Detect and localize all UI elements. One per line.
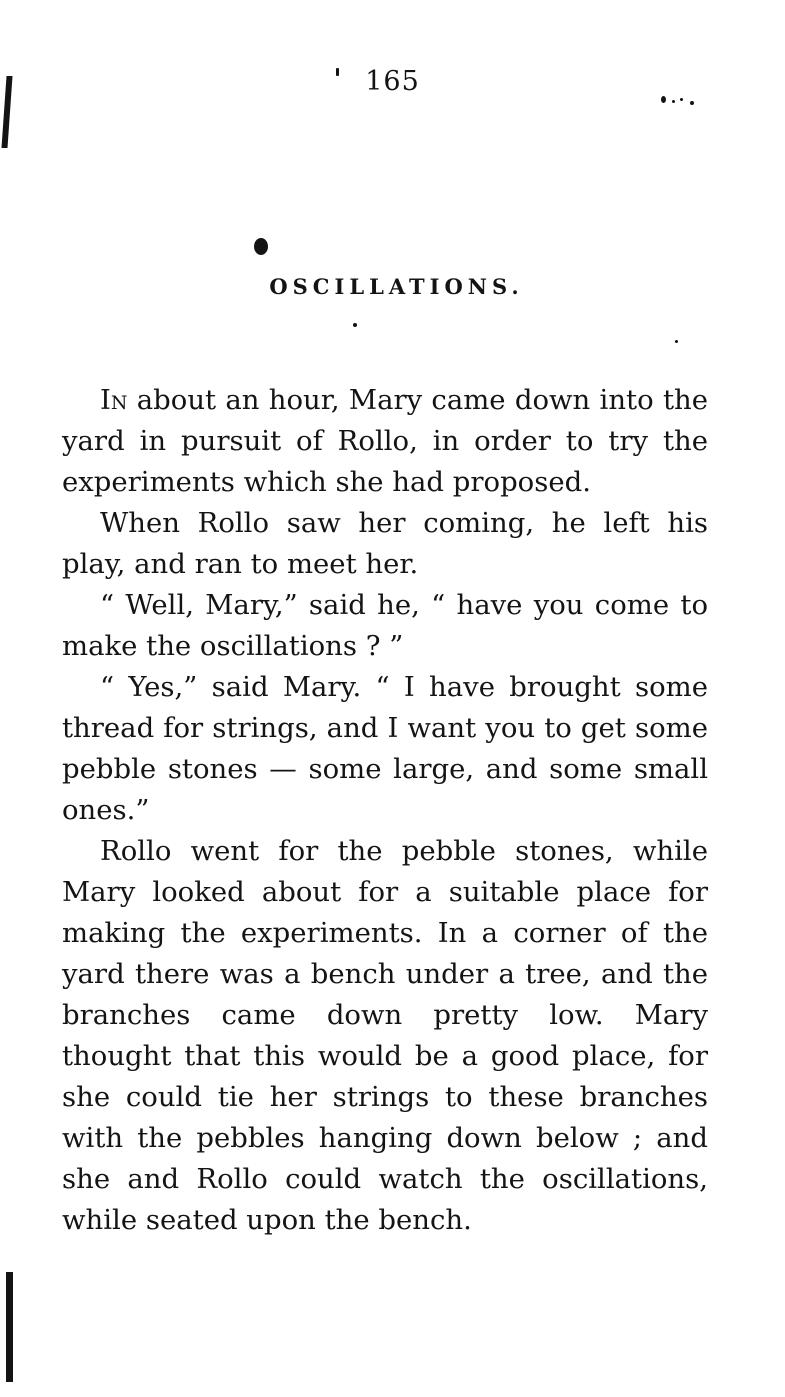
- ink-speck: [661, 96, 666, 103]
- ink-blot: [254, 238, 268, 255]
- ink-speck: [675, 340, 678, 343]
- paragraph-lead-word: In: [100, 384, 128, 416]
- ink-speck: [672, 100, 675, 103]
- paragraph-text: about an hour, Mary came down into the yard in pursuit of Rollo, in order to try the experiments which she had proposed.: [62, 384, 708, 498]
- chapter-title: OSCILLATIONS.: [269, 274, 524, 299]
- body-text: [62, 380, 708, 1241]
- paragraph: “ Well, Mary,” said he, “ have you come to make the oscillations ? ”: [62, 589, 708, 662]
- ink-speck: [680, 98, 683, 101]
- ink-speck: [353, 323, 357, 327]
- paragraph: When Rollo saw her coming, he left his play, and ran to meet her.: [62, 507, 708, 580]
- page-number: 165: [365, 66, 420, 97]
- scan-edge-mark-bottom: [6, 1272, 13, 1382]
- ink-speck: [690, 101, 694, 105]
- paragraph: Rollo went for the pebble stones, while Mary looked about for a suitable place for making the experiments. In a corner of the yard there was a bench under a tree, and the branches came down pretty low. Mary thought that this would be a good place, for she could tie her strings to these branches with the pebbles hanging down below ; and she and Rollo could watch the oscillations, while seated upon the bench.: [62, 835, 708, 1236]
- paragraph: “ Yes,” said Mary. “ I have brought some thread for strings, and I want you to get some pebble stones — some large, and some small ones.”: [62, 671, 708, 826]
- paragraph: [62, 380, 708, 503]
